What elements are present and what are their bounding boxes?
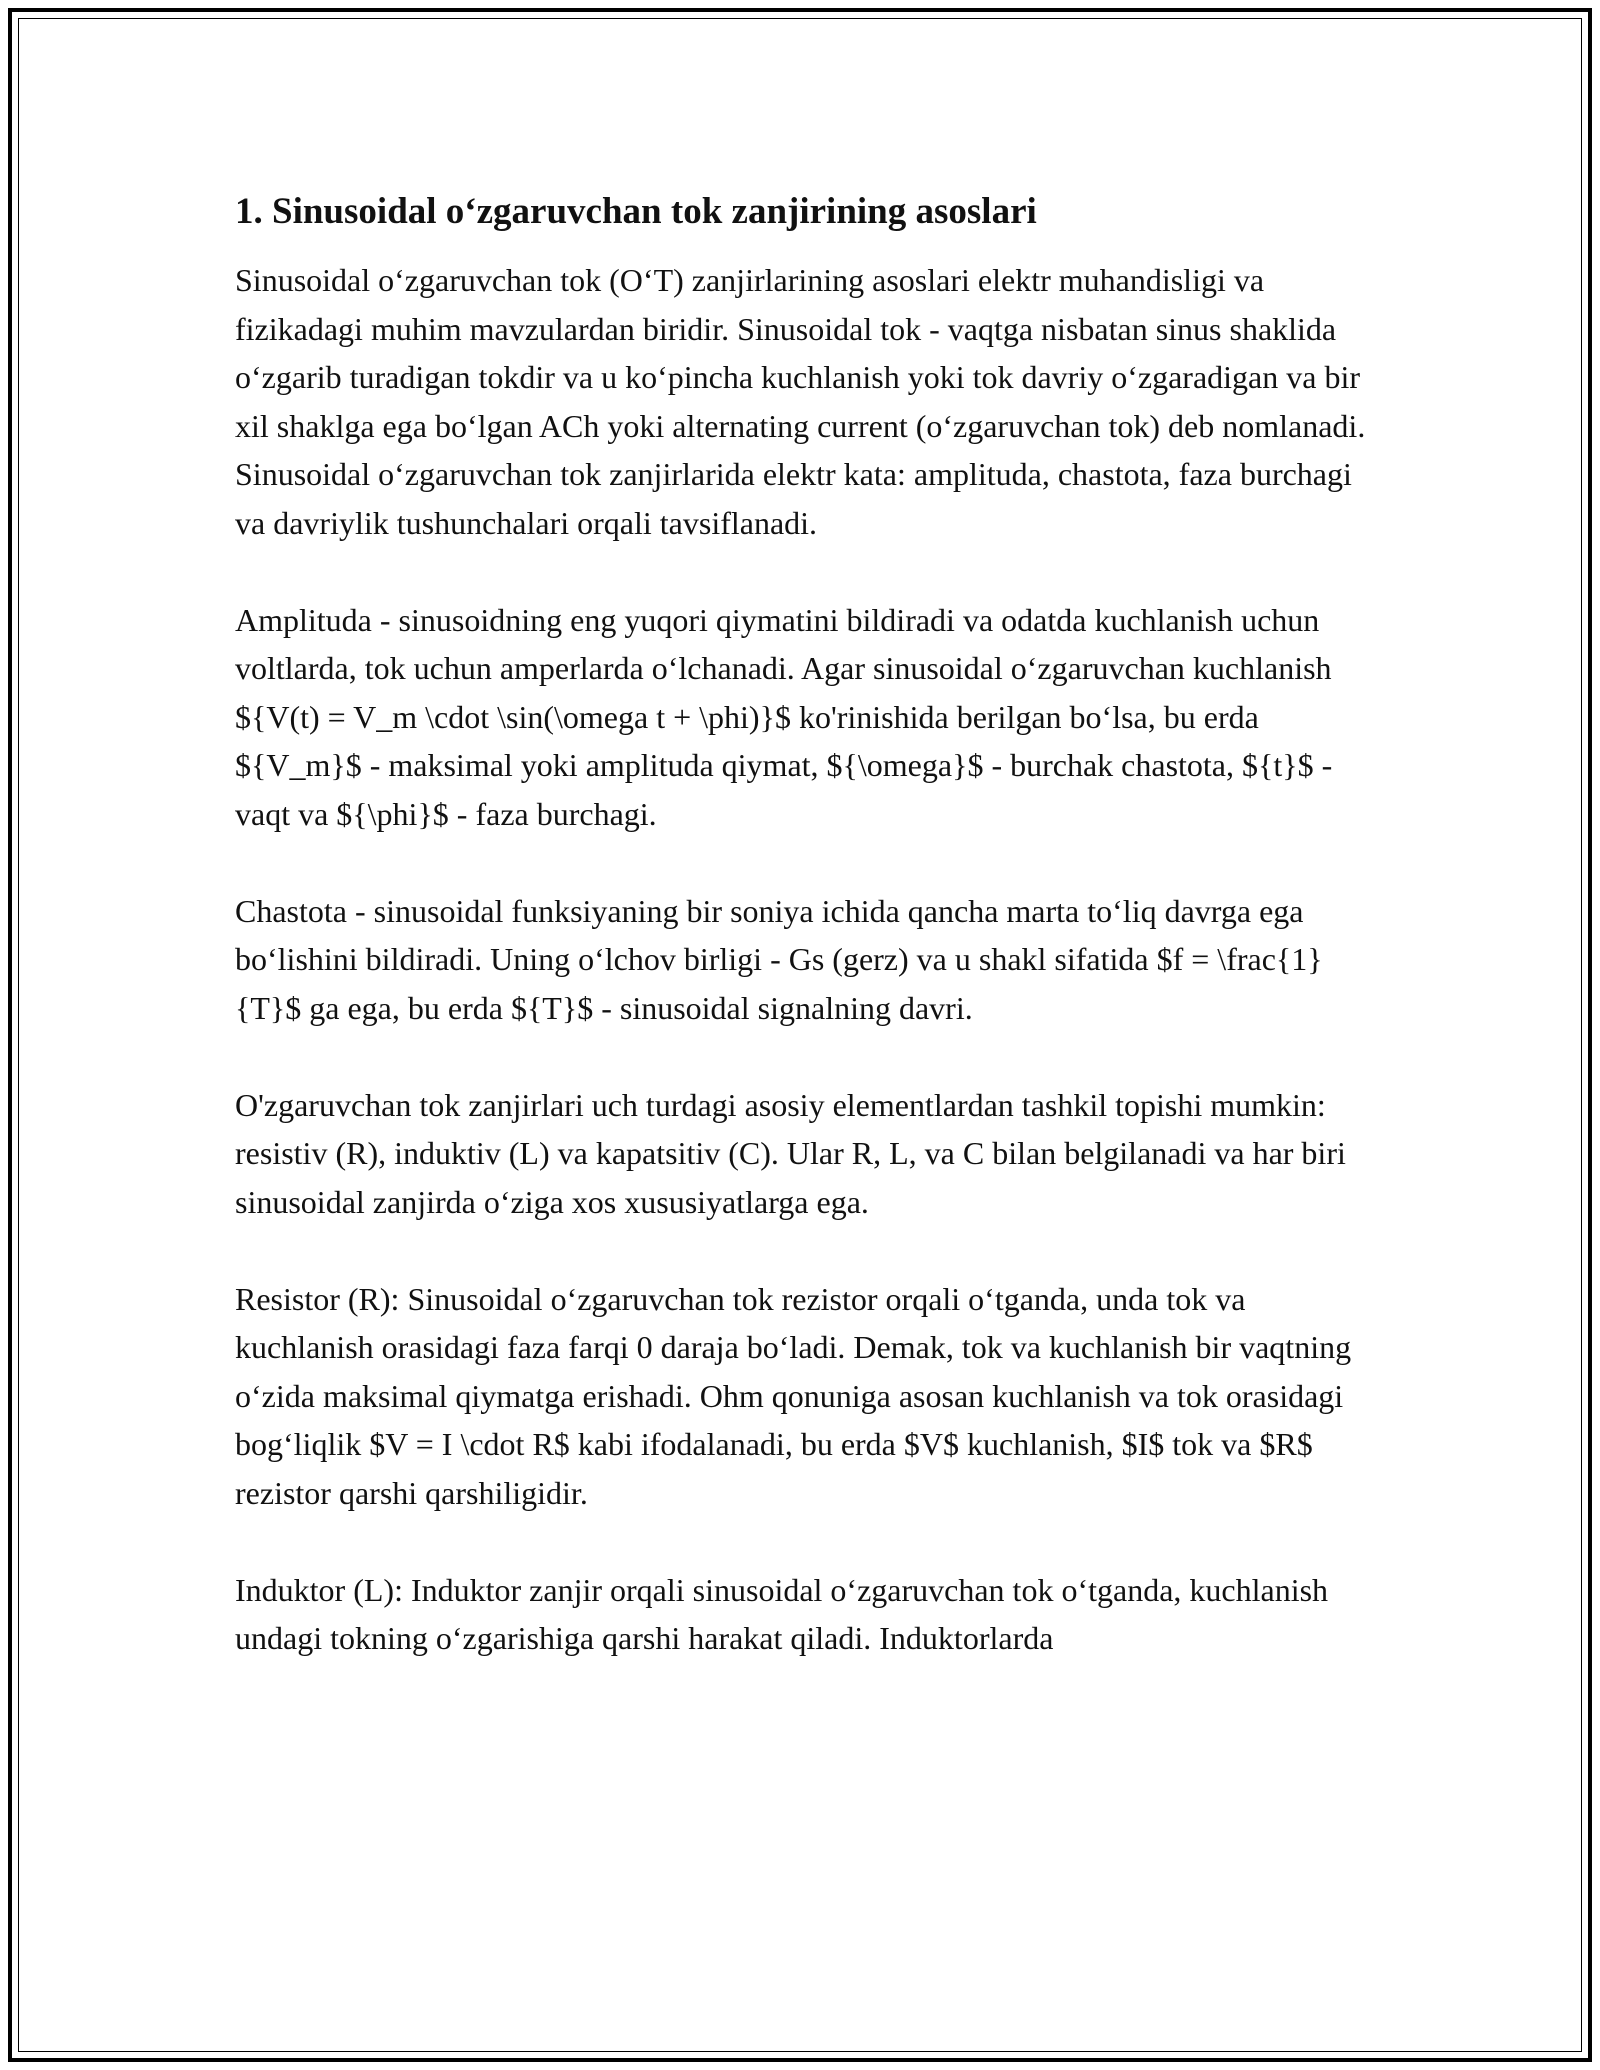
paragraph-amplitude: Amplituda - sinusoidning eng yuqori qiymatini bildiradi va odatda kuchlanish uchun voltlarda, tok uchun amperlarda o‘lchanadi. Agar sinusoidal o‘zgaruvchan kuchlanish ${V(t) = V_m \cdot \sin(\omega t + \phi)}$ ko'rinishida berilgan bo‘lsa, bu erda ${V_m}$ - maksimal yoki amplituda qiymat, ${\omega}$ - burchak chastota, ${t}$ - vaqt va ${\phi}$ - faza burchagi. [235, 601, 1333, 832]
paragraph-elements: O'zgaruvchan tok zanjirlari uch turdagi asosiy elementlardan tashkil topishi mumkin: resistiv (R), induktiv (L) va kapatsitiv (C). Ular R, L, va C bilan belgilanadi va har biri sinusoidal zanjirda o‘ziga xos xususiyatlarga ega. [235, 1086, 1346, 1220]
section-heading: 1. Sinusoidal o‘zgaruvchan tok zanjirining asoslari [235, 191, 1037, 232]
paragraph-intro: Sinusoidal o‘zgaruvchan tok (O‘T) zanjirlarining asoslari elektr muhandisligi va fizikadagi muhim mavzulardan biridir. Sinusoidal tok - vaqtga nisbatan sinus shaklida o‘zgarib turadigan tokdir va u ko‘pincha kuchlanish yoki tok davriy o‘zgaradigan va bir xil shaklga ega bo‘lgan ACh yoki alternating current (o‘zgaruvchan tok) deb nomlanadi. Sinusoidal o‘zgaruvchan tok zanjirlarida elektr kata: amplituda, chastota, faza burchagi va davriylik tushunchalari orqali tavsiflanadi. [235, 262, 1366, 541]
paragraph-resistor: Resistor (R): Sinusoidal o‘zgaruvchan tok rezistor orqali o‘tganda, unda tok va kuchlanish orasidagi faza farqi 0 daraja bo‘ladi. Demak, tok va kuchlanish bir vaqtning o‘zida maksimal qiymatga erishadi. Ohm qonuniga asosan kuchlanish va tok orasidagi bog‘liqlik $V = I \cdot R$ kabi ifodalanadi, bu erda $V$ kuchlanish, $I$ tok va $R$ rezistor qarshi qarshiligidir. [235, 1280, 1352, 1511]
document-body [235, 188, 1375, 1711]
paragraph-inductor: Induktor (L): Induktor zanjir orqali sinusoidal o‘zgaruvchan tok o‘tganda, kuchlanish undagi tokning o‘zgarishiga qarshi harakat qiladi. Induktorlarda [235, 1571, 1329, 1656]
paragraph-frequency: Chastota - sinusoidal funksiyaning bir soniya ichida qancha marta to‘liq davrga ega bo‘lishini bildiradi. Uning o‘lchov birligi - Gs (gerz) va u shakl sifatida $f = \frac{1}{T}$ ga ega, bu erda ${T}$ - sinusoidal signalning davri. [235, 892, 1323, 1026]
